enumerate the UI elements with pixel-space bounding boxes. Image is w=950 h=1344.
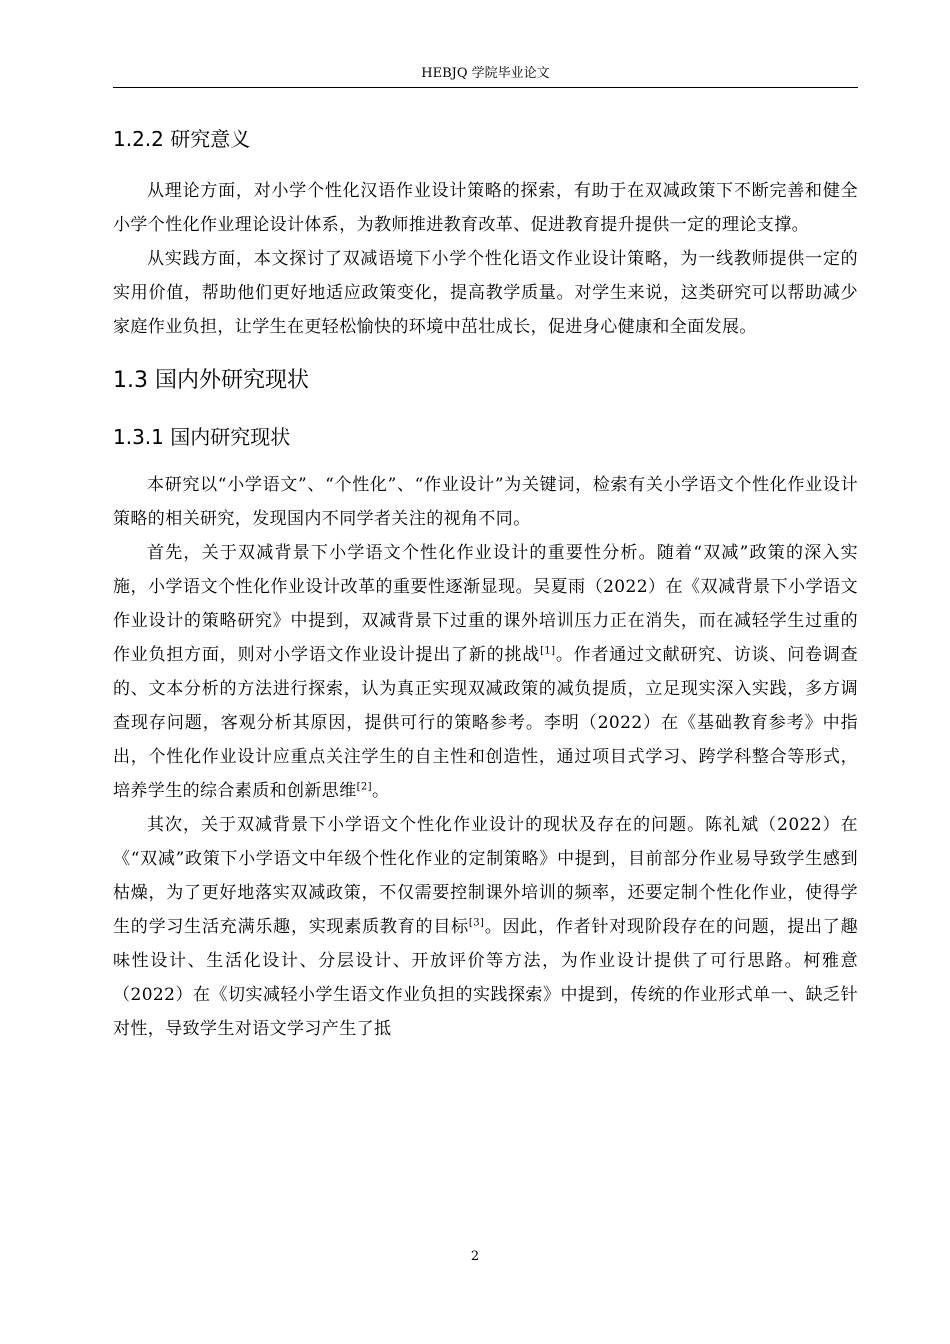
heading-1-3-1: 1.3.1 国内研究现状 xyxy=(113,425,291,449)
paragraph-theory: 从理论方面，对小学个性化汉语作业设计策略的探索，有助于在双减政策下不断完善和健全小学个性化作业理论设计体系，为教师推进教育改革、促进教育提升提供一定的理论支撑。 xyxy=(113,181,858,235)
page-body xyxy=(113,118,858,1046)
paragraph-second-text-a: 其次，关于双减背景下小学语文个性化作业设计的现状及存在的问题。陈礼斌（2022）在《“双减”政策下小学语文中年级个性化作业的定制策略》中提到，目前部分作业易导致学生感到枯燥，为了更好地落实双减政策，不仅需要控制课外培训的频率，还要定制个性化作业，使得学生的学习生活充满乐趣，实现素质教育的目标 xyxy=(113,815,858,937)
paragraph-second-text-b: 。因此，作者针对现阶段存在的问题，提出了趣味性设计、生活化设计、分层设计、开放评价等方法，为作业设计提供了可行思路。柯雅意（2022）在《切实减轻小学生语文作业负担的实践探索》中提到，传统的作业形式单一、缺乏针对性，导致学生对语文学习产生了抵 xyxy=(113,917,859,1039)
citation-1: [1] xyxy=(540,645,556,657)
paragraph-first-text-c: 。 xyxy=(371,781,390,801)
page-number: 2 xyxy=(470,1249,480,1264)
paragraph-second xyxy=(113,808,858,1046)
paragraph-first xyxy=(113,536,858,808)
header-rule xyxy=(113,87,858,88)
heading-1-3: 1.3 国内外研究现状 xyxy=(113,368,309,393)
running-header: HEBJQ 学院毕业论文 xyxy=(421,66,550,81)
paragraph-practice: 从实践方面，本文探讨了双减语境下小学个性化语文作业设计策略，为一线教师提供一定的实用价值，帮助他们更好地适应政策变化，提高教学质量。对学生来说，这类研究可以帮助减少家庭作业负担，让学生在更轻松愉快的环境中茁壮成长，促进身心健康和全面发展。 xyxy=(113,249,858,337)
citation-2: [2] xyxy=(356,781,372,793)
paragraph-keywords: 本研究以“小学语文”、“个性化”、“作业设计”为关键词，检索有关小学语文个性化作业设计策略的相关研究，发现国内不同学者关注的视角不同。 xyxy=(113,475,858,529)
paragraph-first-text-b: 。作者通过文献研究、访谈、问卷调查的、文本分析的方法进行探索，认为真正实现双减政策的减负提质，立足现实深入实践，多方调查现存问题，客观分析其原因，提供可行的策略参考。李明（2022）在《基础教育参考》中指出，个性化作业设计应重点关注学生的自主性和创造性，通过项目式学习、跨学科整合等形式，培养学生的综合素质和创新思维 xyxy=(113,645,858,801)
heading-1-2-2: 1.2.2 研究意义 xyxy=(113,127,251,151)
citation-3: [3] xyxy=(468,917,485,929)
paragraph-first-text-a: 首先，关于双减背景下小学语文个性化作业设计的重要性分析。随着“双减”政策的深入实施，小学语文个性化作业设计改革的重要性逐渐显现。吴夏雨（2022）在《双减背景下小学语文作业设计的策略研究》中提到，双减背景下过重的课外培训压力正在消失，而在减轻学生过重的作业负担方面，则对小学语文作业设计提出了新的挑战 xyxy=(113,543,858,665)
